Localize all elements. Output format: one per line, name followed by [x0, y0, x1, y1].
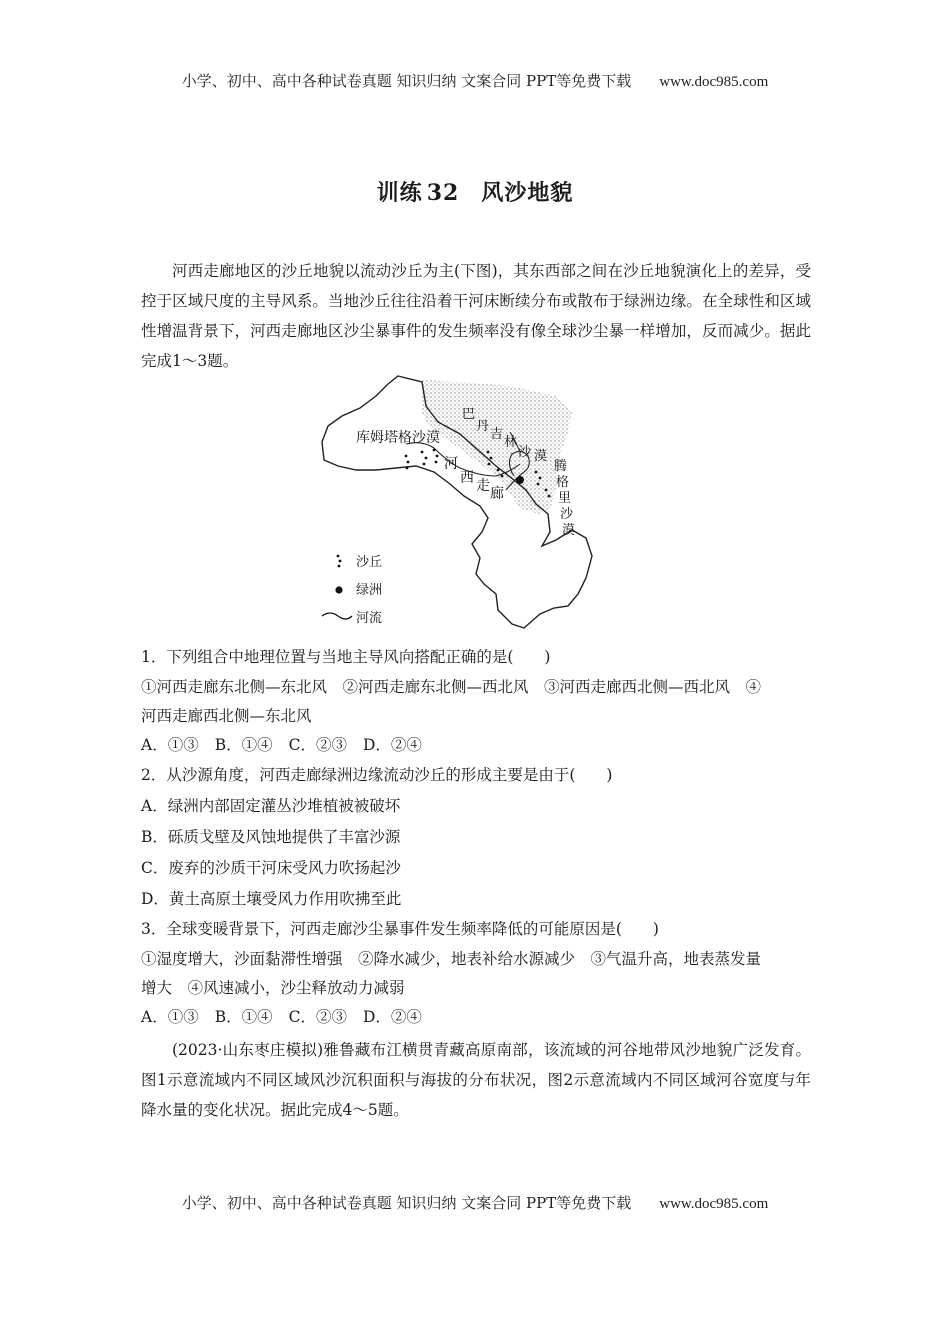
label-badain-1: 巴: [462, 407, 476, 422]
q1-stem: 1．下列组合中地理位置与当地主导风向搭配正确的是( ): [141, 648, 551, 666]
title-number: 32: [426, 180, 460, 206]
q1-option-b[interactable]: B．①④: [214, 736, 273, 754]
legend-dune-label: 沙丘: [356, 555, 383, 570]
legend-river-label: 河流: [356, 611, 383, 626]
title-prefix: 训练: [376, 180, 423, 206]
label-tengger-3: 里: [558, 491, 572, 506]
q3-option-c[interactable]: C．②③: [288, 1008, 347, 1026]
q3-options: [141, 1006, 816, 1028]
q3-items-line-1: ①湿度增大，沙面黏滞性增强 ②降水减少，地表补给水源减少 ③气温升高，地表蒸发量: [141, 950, 762, 968]
label-hexi-1: 河: [444, 456, 458, 472]
footer-url[interactable]: www.doc985.com: [659, 1196, 769, 1212]
q1-option-a[interactable]: A．①③: [141, 736, 199, 754]
q3-option-a[interactable]: A．①③: [141, 1008, 199, 1026]
label-kumtag: 库姆塔格沙漠: [356, 430, 440, 446]
label-hexi-2: 西: [460, 470, 474, 486]
intro-paragraph-1: 河西走廊地区的沙丘地貌以流动沙丘为主(下图)，其东西部之间在沙丘地貌演化上的差异，受控于区域尺度的主导风系。当地沙丘往往沿着干河床断续分布或散布于绿洲边缘。在全球性和区域性增温背景下，河西走廊地区沙尘暴事件的发生频率没有像全球沙尘暴一样增加，反而减少。据此完成1～3题。: [141, 262, 811, 370]
page-footer: [0, 1192, 950, 1213]
q1-option-d[interactable]: D．②④: [362, 736, 422, 754]
footer-text: 小学、初中、高中各种试卷真题 知识归纳 文案合同 PPT等免费下载: [181, 1194, 632, 1212]
q2-option-d[interactable]: D．黄土高原土壤受风力作用吹拂至此: [141, 890, 402, 908]
q3-items-line-2: 增大 ④风速减小，沙尘释放动力减弱: [141, 979, 405, 997]
label-badain-6: 漠: [534, 449, 548, 464]
label-tengger-5: 漠: [562, 523, 576, 538]
label-badain-4: 林: [504, 435, 518, 450]
label-tengger-4: 沙: [560, 507, 574, 522]
page-header: [0, 70, 950, 91]
label-hexi-3: 走: [476, 478, 490, 494]
legend-oasis-label: 绿洲: [356, 583, 383, 598]
q3-option-b[interactable]: B．①④: [214, 1008, 273, 1026]
hexi-corridor-map: [310, 372, 640, 634]
q1-items-line-2: 河西走廊西北侧—东北风: [141, 707, 312, 725]
q2-stem: 2．从沙源角度，河西走廊绿洲边缘流动沙丘的形成主要是由于( ): [141, 766, 613, 784]
label-tengger-2: 格: [556, 475, 570, 490]
page-title: [0, 176, 950, 207]
header-url[interactable]: www.doc985.com: [659, 74, 769, 90]
q2-option-a[interactable]: A．绿洲内部固定灌丛沙堆植被被破坏: [141, 797, 401, 815]
q2-option-b[interactable]: B．砾质戈壁及风蚀地提供了丰富沙源: [141, 828, 401, 846]
legend: [322, 554, 382, 626]
intro-paragraph-2: (2023·山东枣庄模拟)雅鲁藏布江横贯青藏高原南部，该流域的河谷地带风沙地貌广泛发育。图1示意流域内不同区域风沙沉积面积与海拔的分布状况，图2示意流域内不同区域河谷宽度与年降水量的变化状况。据此完成4～5题。: [141, 1041, 811, 1119]
q1-options: [141, 734, 816, 756]
title-topic: 风沙地貌: [481, 180, 574, 206]
label-badain-5: 沙: [518, 445, 532, 460]
q2-option-c[interactable]: C．废弃的沙质干河床受风力吹扬起沙: [141, 859, 401, 877]
label-badain-3: 吉: [490, 427, 504, 442]
q3-stem: 3．全球变暖背景下，河西走廊沙尘暴事件发生频率降低的可能原因是( ): [141, 920, 659, 938]
q3-option-d[interactable]: D．②④: [362, 1008, 422, 1026]
q1-option-c[interactable]: C．②③: [288, 736, 347, 754]
q1-items-line-1: ①河西走廊东北侧—东北风 ②河西走廊东北侧—西北风 ③河西走廊西北侧—西北风 ④: [141, 678, 762, 696]
label-tengger-1: 腾: [554, 459, 568, 474]
header-text: 小学、初中、高中各种试卷真题 知识归纳 文案合同 PPT等免费下载: [181, 72, 632, 90]
label-badain-2: 丹: [476, 419, 490, 434]
label-hexi-4: 廊: [490, 486, 504, 502]
oasis-dot: [516, 476, 524, 484]
